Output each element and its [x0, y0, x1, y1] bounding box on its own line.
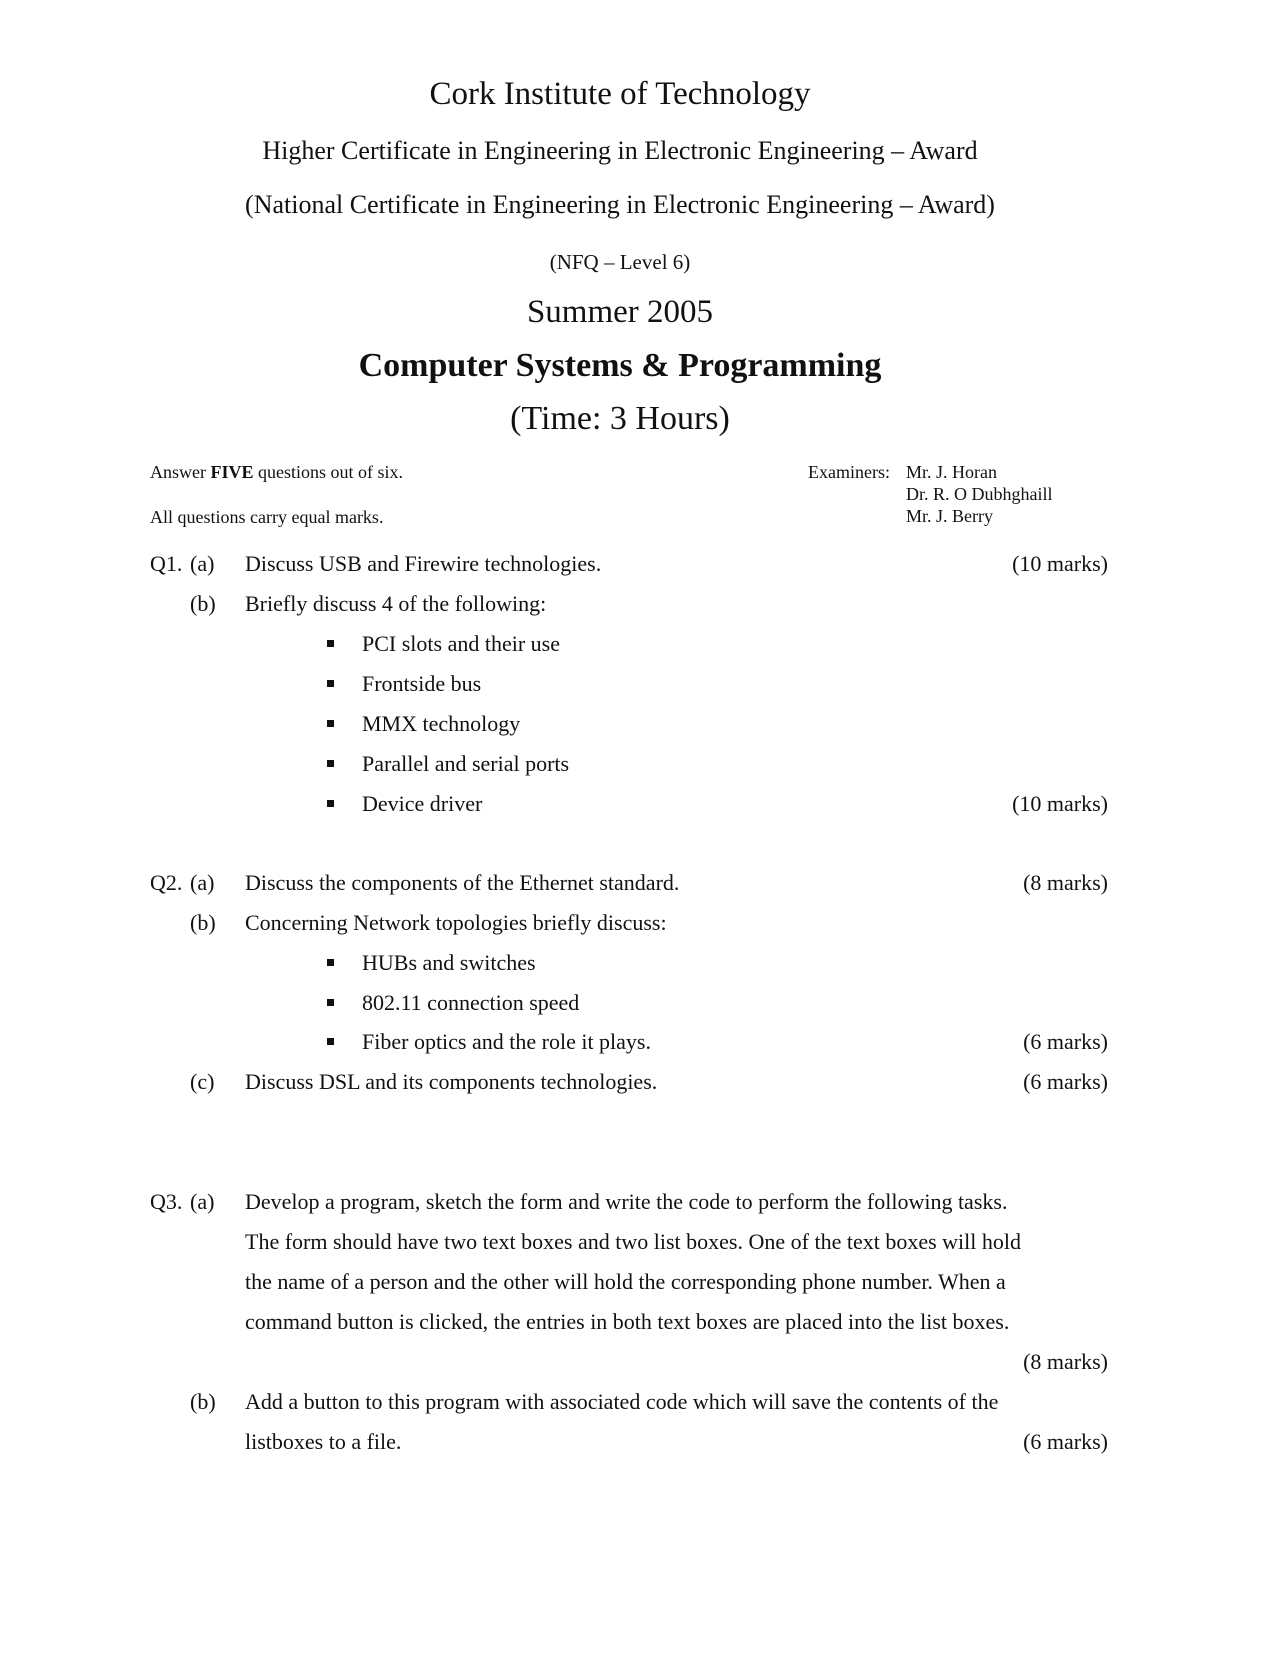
examiner-name: Dr. R. O Dubhghaill: [906, 484, 1053, 504]
q2-c-label: (c): [190, 1069, 215, 1094]
q2-number: Q2.: [150, 870, 183, 895]
q1-a-marks: (10 marks): [1012, 551, 1108, 576]
nfq-level: (NFQ – Level 6): [549, 250, 691, 274]
bullet-marker: [327, 1038, 334, 1045]
exam-session: Summer 2005: [526, 294, 714, 330]
bullet-marker: [327, 959, 334, 966]
institution-title: Cork Institute of Technology: [429, 76, 811, 112]
q1-a-label: (a): [190, 551, 215, 576]
answer-count: FIVE: [210, 462, 254, 482]
q2-b-item: Fiber optics and the role it plays.: [362, 1029, 651, 1054]
q3-a-line: Develop a program, sketch the form and write the code to perform the following tasks.: [245, 1189, 1008, 1214]
examiner-name: Mr. J. Berry: [906, 506, 993, 526]
bullet-marker: [327, 800, 334, 807]
q3-b-marks: (6 marks): [1023, 1429, 1108, 1454]
q3-b-line: Add a button to this program with associated code which will save the contents of the: [245, 1389, 999, 1414]
q2-b-label: (b): [190, 910, 216, 935]
q3-a-line: the name of a person and the other will hold the corresponding phone number. When a: [245, 1269, 1006, 1294]
q1-b-marks: (10 marks): [1012, 791, 1108, 816]
answer-prefix: Answer: [150, 462, 211, 482]
q1-b-item: Device driver: [362, 791, 483, 816]
award-line-1: Higher Certificate in Engineering in Electronic Engineering – Award: [262, 136, 978, 165]
q1-b-item: Parallel and serial ports: [362, 751, 570, 776]
q2-b-item: HUBs and switches: [362, 950, 536, 975]
q3-b-line: listboxes to a file.: [245, 1429, 402, 1454]
q3-a-line: The form should have two text boxes and two list boxes. One of the text boxes will hold: [245, 1229, 1021, 1254]
q2-a-marks: (8 marks): [1023, 870, 1108, 895]
q1-b-item: MMX technology: [362, 711, 521, 736]
bullet-marker: [327, 640, 334, 647]
q2-c-marks: (6 marks): [1023, 1069, 1108, 1094]
q1-b-label: (b): [190, 591, 216, 616]
answer-instruction: [150, 462, 403, 483]
q3-a-line: command button is clicked, the entries in both text boxes are placed into the list boxes.: [245, 1309, 1010, 1334]
q1-b-text: Briefly discuss 4 of the following:: [245, 591, 547, 616]
answer-suffix: questions out of six.: [253, 462, 404, 482]
exam-duration: (Time: 3 Hours): [510, 400, 730, 437]
q3-a-label: (a): [190, 1189, 215, 1214]
q1-b-item: Frontside bus: [362, 671, 482, 696]
subject-title: Computer Systems & Programming: [358, 347, 882, 384]
examiner-name: Mr. J. Horan: [906, 462, 997, 482]
q3-a-marks: (8 marks): [1023, 1349, 1108, 1374]
q3-b-label: (b): [190, 1389, 216, 1414]
bullet-marker: [327, 720, 334, 727]
q2-c-text: Discuss DSL and its components technologies.: [245, 1069, 658, 1094]
examiners-list: [906, 462, 1053, 528]
bullet-marker: [327, 999, 334, 1006]
q1-b-item: PCI slots and their use: [362, 631, 560, 656]
q3-number: Q3.: [150, 1189, 183, 1214]
award-line-2: (National Certificate in Engineering in Electronic Engineering – Award): [245, 190, 995, 219]
q1-a-text: Discuss USB and Firewire technologies.: [245, 551, 602, 576]
q2-b-item: 802.11 connection speed: [362, 990, 580, 1015]
bullet-marker: [327, 760, 334, 767]
examiners-label: Examiners:: [808, 462, 890, 482]
q2-b-marks: (6 marks): [1023, 1029, 1108, 1054]
q1-number: Q1.: [150, 551, 183, 576]
bullet-marker: [327, 680, 334, 687]
q2-b-text: Concerning Network topologies briefly discuss:: [245, 910, 667, 935]
q2-a-text: Discuss the components of the Ethernet standard.: [245, 870, 680, 895]
q2-a-label: (a): [190, 870, 215, 895]
equal-marks-note: All questions carry equal marks.: [150, 507, 384, 527]
